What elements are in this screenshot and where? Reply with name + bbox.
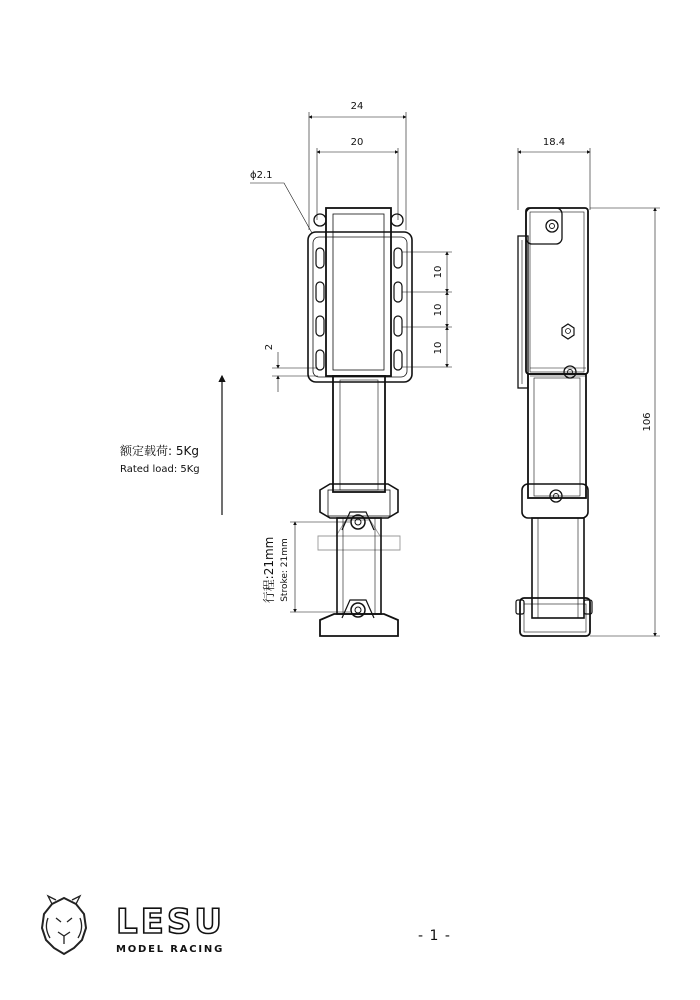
lion-logo-icon	[42, 896, 86, 954]
stroke-en: Stroke: 21mm	[280, 538, 290, 602]
logo-tagline: MODEL RACING	[116, 944, 225, 955]
dim-inner-width: 20	[350, 137, 364, 148]
dim-pitch-2: 10	[433, 303, 444, 317]
dim-overall-width: 24	[350, 101, 364, 112]
dim-height: 106	[642, 412, 653, 432]
dim-pitch-3: 10	[433, 341, 444, 355]
dim-side-width: 18.4	[542, 137, 566, 148]
stroke-cn: 行程:21mm	[262, 536, 276, 604]
side-view	[516, 148, 660, 636]
dim-hole-diameter: ϕ2.1	[250, 170, 273, 181]
dim-gap: 2	[264, 343, 275, 351]
rated-load-en: Rated load: 5Kg	[120, 464, 200, 475]
logo-brand: LESU	[116, 902, 225, 942]
rated-load-cn: 额定载荷: 5Kg	[120, 444, 199, 458]
dim-pitch-1: 10	[433, 265, 444, 279]
page-number: - 1 -	[418, 928, 451, 944]
